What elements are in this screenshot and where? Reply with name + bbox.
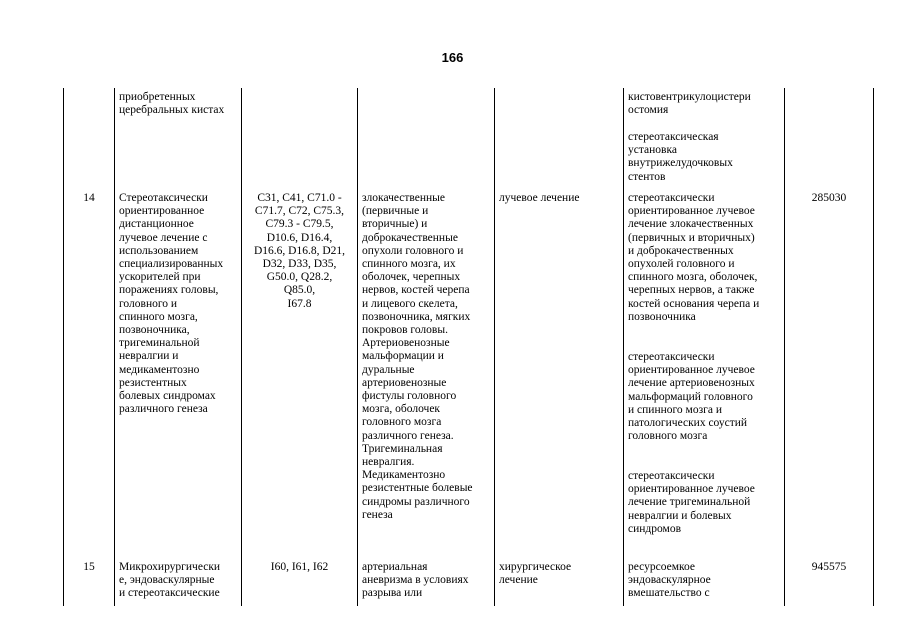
continued-treatment-text: кистовентрикулоцистери остомия bbox=[628, 91, 751, 117]
column-divider-4 bbox=[494, 88, 495, 606]
treatment-method: стереотаксически ориентированное лучевое лечение артериовенозных мальформаций головного и спинного мозга и патологических соустий головного мозга bbox=[628, 351, 755, 443]
patient-model: артериальная аневризма в условиях разрыва или bbox=[362, 561, 469, 600]
treatment-method: ресурсоемкое эндоваскулярное вмешательство с bbox=[628, 561, 711, 600]
treatment-type: хирургическое лечение bbox=[499, 561, 572, 587]
table-border-left bbox=[63, 88, 64, 606]
table-border-right bbox=[873, 88, 874, 606]
column-divider-1 bbox=[114, 88, 115, 606]
column-divider-6 bbox=[784, 88, 785, 606]
column-divider-5 bbox=[623, 88, 624, 606]
icd-codes: I60, I61, I62 bbox=[270, 561, 329, 573]
treatment-type: лучевое лечение bbox=[499, 192, 580, 204]
continued-method-text: приобретенных церебральных кистах bbox=[119, 91, 225, 117]
treatment-method: стереотаксически ориентированное лучевое лечение злокачественных (первичных и вторичных) и доброкачественных опухолей головного и спинного мозга, оболочек, черепных нервов, а также костей основания черепа и позвоночника bbox=[628, 192, 760, 323]
cost-value: 285030 bbox=[811, 192, 847, 204]
icd-codes: C31, C41, C71.0 - C71.7, C72, C75.3, C79.3 - C79.5, D10.6, D16.4, D16.6, D16.8, D21, D32, D33, D35, G50.0, Q28.2, Q85.0, I67.8 bbox=[253, 192, 346, 310]
treatment-method: стереотаксически ориентированное лучевое лечение тригеминальной невралгии и болевых синдромов bbox=[628, 470, 755, 535]
column-divider-3 bbox=[357, 88, 358, 606]
row-number: 14 bbox=[83, 192, 95, 204]
care-method-name: Стереотаксически ориентированное дистанционное лучевое лечение с использованием специализированных ускорителей при поражениях головы, головного и спинного мозга, позвоночника, тригеминальной невралгии и медикаментозно резистентных болевых синдромах различного генеза bbox=[119, 192, 224, 416]
care-method-name: Микрохирургически е, эндоваскулярные и стереотаксические bbox=[119, 561, 221, 600]
cost-value: 945575 bbox=[811, 561, 847, 573]
row-number: 15 bbox=[83, 561, 95, 573]
patient-model: злокачественные (первичные и вторичные) и доброкачественные опухоли головного и спинного мозга, их оболочек, черепных нервов, костей черепа и лицевого скелета, позвоночника, мягких покровов головы. Артериовенозные мальформации и дуральные артериовенозные фистулы головного мозга, оболочек головного мозга различного генеза. Тригеминальная невралгия. Медикаментозно резистентные болевые синдромы различного генеза bbox=[362, 192, 473, 521]
treatment-method: стереотаксическая установка внутрижелудочковых стентов bbox=[628, 131, 733, 183]
page-number: 166 bbox=[441, 50, 464, 65]
column-divider-2 bbox=[241, 88, 242, 606]
